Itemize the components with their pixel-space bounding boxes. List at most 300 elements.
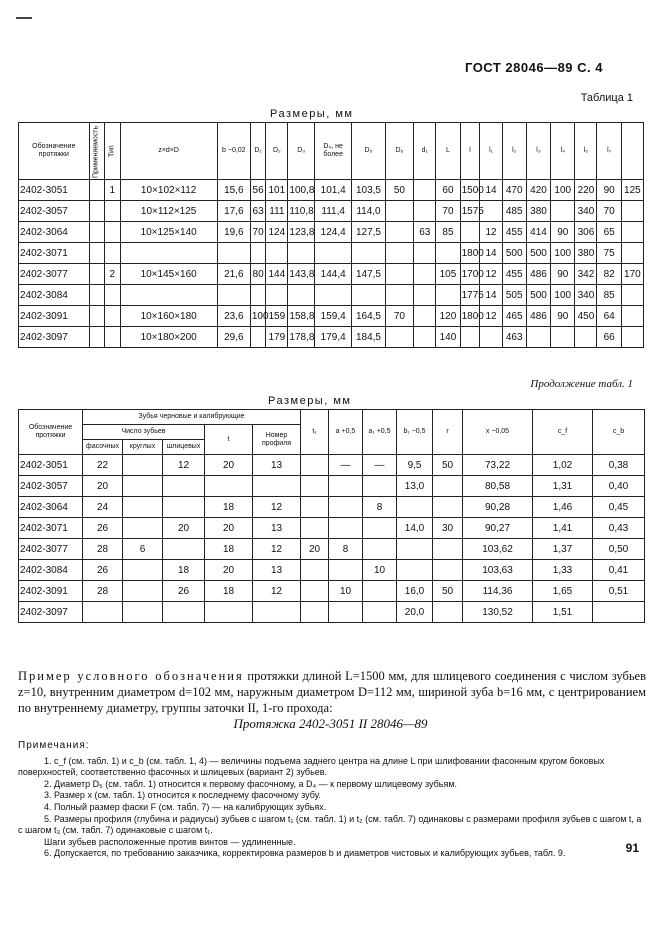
table2-cell: [123, 497, 163, 518]
example-title: Пример условного обозначения: [18, 669, 244, 683]
table2-cell: [301, 581, 329, 602]
table1-cell: 85: [597, 285, 621, 306]
table2-cell: 2402-3057: [19, 476, 83, 497]
table1-cell: 455: [502, 222, 526, 243]
table2-cell: 2402-3077: [19, 539, 83, 560]
table2-cell: [301, 476, 329, 497]
table1-cell: [385, 285, 414, 306]
table2-cell: 0,51: [593, 581, 645, 602]
table2-cell: 13: [253, 560, 301, 581]
table1-cell: 1800: [460, 306, 480, 327]
table1-cell: [621, 285, 643, 306]
table1-cell: [436, 243, 460, 264]
table1-cell: 127,5: [352, 222, 385, 243]
table1-cell: 450: [575, 306, 597, 327]
table2-cell: [433, 497, 463, 518]
table2-cell: [301, 602, 329, 623]
table1-cell: 2402-3077: [19, 264, 90, 285]
table1-caption: Размеры, мм: [270, 108, 354, 120]
note-item: 1. c_f (см. табл. 1) и c_b (см. табл. 1, 4) — величины подъема заднего центра на длине L при шлифовании фасонным кругом боковых поверхностей, соответственно фасочных и шлицевых (вариант 2) зубьев.: [18, 755, 605, 778]
table1-cell: 340: [575, 201, 597, 222]
table2-cell: 1,37: [533, 539, 593, 560]
table1-cell: [89, 180, 104, 201]
table2-row: [19, 497, 645, 518]
table2-cell: 2402-3071: [19, 518, 83, 539]
table2-cell: [123, 476, 163, 497]
table2-cell: 1,41: [533, 518, 593, 539]
table1-cell: [89, 243, 104, 264]
table1-cell: [250, 285, 265, 306]
table2-row: [19, 518, 645, 539]
table1-cell: 1700: [460, 264, 480, 285]
table2-cell: 18: [205, 497, 253, 518]
table2-cell: 0,50: [593, 539, 645, 560]
note-item: 3. Размер x (см. табл. 1) относится к последнему фасочному зубу.: [44, 790, 321, 801]
table1-cell: 470: [502, 180, 526, 201]
table1-cell: 23,6: [217, 306, 250, 327]
table1-cell: 12: [480, 222, 502, 243]
table1-cell: 1800: [460, 243, 480, 264]
table1-cell: 2402-3071: [19, 243, 90, 264]
table1-cell: 2: [105, 264, 120, 285]
table1-cell: 17,6: [217, 201, 250, 222]
table2-row: [19, 455, 645, 476]
table2-cell: 50: [433, 455, 463, 476]
table2-cell: 24: [83, 497, 123, 518]
table1-cell: [266, 285, 288, 306]
table1-cell: 85: [436, 222, 460, 243]
table2-cell: [301, 455, 329, 476]
table1-cell: [385, 222, 414, 243]
table2-cell: 90,28: [463, 497, 533, 518]
table1-cell: [575, 327, 597, 348]
table1-cell: 420: [526, 180, 550, 201]
table1-cell: 2402-3057: [19, 201, 90, 222]
table1-cell: 500: [526, 285, 550, 306]
t1-header-cell: D₅: [352, 123, 385, 180]
table2-cell: [329, 476, 363, 497]
note-item: Шаги зубьев расположенные против винтов — удлиненные.: [44, 836, 296, 847]
table1-cell: [414, 201, 436, 222]
table2-cell: [301, 560, 329, 581]
table1-cell: 12: [480, 264, 502, 285]
t1-header-cell: D₆: [385, 123, 414, 180]
t1-header-cell: l₅: [575, 123, 597, 180]
t2-header-x: x −0,05: [463, 410, 533, 455]
table1-cell: 90: [551, 222, 575, 243]
t2-header-round: круглых: [123, 440, 163, 455]
table2-cell: [329, 560, 363, 581]
table1-cell: [250, 243, 265, 264]
table2-cell: 13: [253, 518, 301, 539]
table2-cell: 20: [163, 518, 205, 539]
table2-cell: [253, 476, 301, 497]
table2-cell: 0,38: [593, 455, 645, 476]
t1-header-cell: [621, 123, 643, 180]
table1-cell: 486: [526, 306, 550, 327]
table1-cell: 15,6: [217, 180, 250, 201]
table2-cell: 22: [83, 455, 123, 476]
table1-cell: [526, 327, 550, 348]
table2-cell: 90,27: [463, 518, 533, 539]
table2-cell: 1,65: [533, 581, 593, 602]
table2-cell: 80,58: [463, 476, 533, 497]
table2-cell: 2402-3097: [19, 602, 83, 623]
t1-header-cell: D₁: [250, 123, 265, 180]
table2-cell: 50: [433, 581, 463, 602]
table1-cell: [621, 306, 643, 327]
table1-cell: [105, 201, 120, 222]
table2-cell: —: [329, 455, 363, 476]
table2-cell: 130,52: [463, 602, 533, 623]
table1-label: Таблица 1: [580, 92, 633, 104]
table2-cell: [397, 560, 433, 581]
table1-cell: 70: [250, 222, 265, 243]
table2-cell: 0,43: [593, 518, 645, 539]
table1-cell: [414, 306, 436, 327]
table1-cell: 50: [385, 180, 414, 201]
table1-cell: 19,6: [217, 222, 250, 243]
t2-header-cb: c_b: [593, 410, 645, 455]
table1-cell: [621, 201, 643, 222]
table1-cell: 164,5: [352, 306, 385, 327]
table2-row: [19, 560, 645, 581]
t1-header-cell: l₂: [502, 123, 526, 180]
table1-cell: 465: [502, 306, 526, 327]
table1-cell: 10×125×140: [120, 222, 217, 243]
table1-cell: 124: [266, 222, 288, 243]
table1-cell: 101,4: [314, 180, 352, 201]
table2-cell: [301, 497, 329, 518]
table1-header-row: [19, 123, 644, 180]
table2-cell: 18: [205, 581, 253, 602]
note-item: 2. Диаметр D₅ (см. табл. 1) относится к первому фасочному, а D₄ — к первому шлицевому зубьям.: [44, 778, 458, 789]
table1-cell: [480, 327, 502, 348]
table1-cell: [89, 327, 104, 348]
table1-cell: [551, 327, 575, 348]
table1-cell: 143,8: [288, 264, 315, 285]
table1-cell: 2402-3051: [19, 180, 90, 201]
table1-cell: 100: [551, 180, 575, 201]
table2-cell: —: [363, 455, 397, 476]
table1-cell: [217, 243, 250, 264]
table1-row: [19, 264, 644, 285]
table1-row: [19, 180, 644, 201]
t1-header-cell: l: [460, 123, 480, 180]
table1-cell: [120, 243, 217, 264]
table1-cell: 80: [250, 264, 265, 285]
t1-header-cell: Тип: [105, 123, 120, 180]
table1-cell: [105, 222, 120, 243]
table2-cell: [123, 455, 163, 476]
table1-cell: 144: [266, 264, 288, 285]
table1-row: [19, 222, 644, 243]
table1-cell: 90: [551, 306, 575, 327]
table1-cell: [352, 243, 385, 264]
table1-cell: 14: [480, 285, 502, 306]
note-item: 5. Размеры профиля (глубина и радиусы) зубьев с шагом t₁ (см. табл. 1) и t₂ (см. табл. 7) одинаковы с размерами профиля зубьев с шагом t, а с шагом t₃ (см. табл. 7) одинаковые с шагом t₁.: [18, 813, 642, 836]
table1-cell: [266, 243, 288, 264]
table2-row: [19, 539, 645, 560]
table2-cell: 8: [329, 539, 363, 560]
table1-cell: 70: [597, 201, 621, 222]
t1-header-cell: z×d×D: [120, 123, 217, 180]
table2-cell: 8: [363, 497, 397, 518]
table2-cell: 20: [301, 539, 329, 560]
table1-cell: [288, 243, 315, 264]
table2-cell: 73,22: [463, 455, 533, 476]
table1-cell: 100: [551, 243, 575, 264]
t1-header-cell: l₃: [526, 123, 550, 180]
table1-cell: 110,8: [288, 201, 315, 222]
table1-cell: 1500: [460, 180, 480, 201]
t2-header-t: t: [205, 425, 253, 455]
table2-cell: 18: [163, 560, 205, 581]
table2-cell: 103,62: [463, 539, 533, 560]
page-number: 91: [625, 841, 639, 855]
table1-cell: 1575: [460, 201, 480, 222]
table1-cell: 14: [480, 180, 502, 201]
table2-cell: 1,46: [533, 497, 593, 518]
table1-cell: [105, 327, 120, 348]
note-item: 6. Допускается, по требованию заказчика, корректировка размеров b и диаметров чистовых и калибрующих зубьев, табл. 9.: [44, 848, 566, 859]
table1-cell: 65: [597, 222, 621, 243]
table1-cell: 29,6: [217, 327, 250, 348]
example-designation: Протяжка 2402-3051 II 28046—89: [233, 716, 428, 731]
t1-header-cell: b −0,02: [217, 123, 250, 180]
table2-cell: 0,40: [593, 476, 645, 497]
table2-cell: 20: [205, 560, 253, 581]
t2-header-t1: t₁: [301, 410, 329, 455]
table1-cell: 66: [597, 327, 621, 348]
table1-cell: 159: [266, 306, 288, 327]
table1-cell: [621, 222, 643, 243]
table2-cell: [363, 518, 397, 539]
table1-cell: [89, 264, 104, 285]
table2-cell: 114,36: [463, 581, 533, 602]
table1-cell: [314, 285, 352, 306]
table1-cell: 82: [597, 264, 621, 285]
table1-cell: 75: [597, 243, 621, 264]
table2-cell: [329, 602, 363, 623]
table1-cell: 111,4: [314, 201, 352, 222]
table1-cell: 124,4: [314, 222, 352, 243]
t1-header-cell: D₂: [266, 123, 288, 180]
table1: [18, 122, 644, 348]
table2-cell: [329, 497, 363, 518]
table1-cell: 158,8: [288, 306, 315, 327]
table2-cell: 20: [83, 476, 123, 497]
t2-header-a1: a₁ +0,5: [363, 410, 397, 455]
table1-cell: 140: [436, 327, 460, 348]
table2-cell: 28: [83, 539, 123, 560]
table2-cell: 12: [253, 497, 301, 518]
t2-header-a: a +0,5: [329, 410, 363, 455]
table2-cell: [205, 476, 253, 497]
t1-header-cell: L: [436, 123, 460, 180]
table1-cell: 63: [250, 201, 265, 222]
table1-cell: 100: [250, 306, 265, 327]
table2-cell: 1,51: [533, 602, 593, 623]
table1-cell: 1775: [460, 285, 480, 306]
table2-cell: [163, 476, 205, 497]
table1-cell: [460, 222, 480, 243]
t2-header-cf: c_f: [533, 410, 593, 455]
table2-cell: [433, 560, 463, 581]
table1-cell: 63: [414, 222, 436, 243]
notes: [18, 740, 646, 860]
table1-cell: 380: [575, 243, 597, 264]
page-header: ГОСТ 28046—89 С. 4: [465, 60, 603, 75]
table2-cell: 103,63: [463, 560, 533, 581]
table1-cell: [385, 327, 414, 348]
table2-cell: 16,0: [397, 581, 433, 602]
table1-cell: 123,8: [288, 222, 315, 243]
table1-cell: 2402-3097: [19, 327, 90, 348]
table1-cell: 21,6: [217, 264, 250, 285]
table1-cell: 90: [597, 180, 621, 201]
table1-cell: 178,8: [288, 327, 315, 348]
table2-cell: 0,45: [593, 497, 645, 518]
t1-header-cell: l₄: [551, 123, 575, 180]
table2-cell: [593, 602, 645, 623]
table1-cell: [120, 285, 217, 306]
table1-cell: 10×102×112: [120, 180, 217, 201]
table1-cell: [250, 327, 265, 348]
table2-cell: 30: [433, 518, 463, 539]
table2-cell: [433, 602, 463, 623]
table2-cell: [397, 539, 433, 560]
table1-cell: 111: [266, 201, 288, 222]
table1-cell: 70: [436, 201, 460, 222]
table1-cell: 486: [526, 264, 550, 285]
t2-header-profile: Номер профиля: [253, 425, 301, 455]
table2-cell: [253, 602, 301, 623]
table1-cell: 455: [502, 264, 526, 285]
table1-row: [19, 201, 644, 222]
table2-cell: 10: [329, 581, 363, 602]
table1-cell: 105: [436, 264, 460, 285]
table2-cell: 2402-3051: [19, 455, 83, 476]
t2-header-spline: шлицевых: [163, 440, 205, 455]
t2-header-chamfer: фасочных: [83, 440, 123, 455]
table1-cell: 144,4: [314, 264, 352, 285]
t1-header-cell: l₁: [480, 123, 502, 180]
table1-cell: [89, 201, 104, 222]
notes-list: [18, 756, 646, 860]
table1-cell: [436, 285, 460, 306]
table1-cell: 101: [266, 180, 288, 201]
table1-cell: 505: [502, 285, 526, 306]
table2-cell: [163, 602, 205, 623]
table1-cell: 90: [551, 264, 575, 285]
table2-cell: 28: [83, 581, 123, 602]
table1-cell: 463: [502, 327, 526, 348]
table1-cell: 12: [480, 306, 502, 327]
table2-cell: 26: [83, 560, 123, 581]
table1-cell: 380: [526, 201, 550, 222]
table1-cell: 500: [526, 243, 550, 264]
table2-cell: 12: [253, 581, 301, 602]
table1-cell: [314, 243, 352, 264]
table2-cell: [363, 539, 397, 560]
table1-cell: 2402-3084: [19, 285, 90, 306]
table2-caption: Размеры, мм: [268, 395, 352, 407]
table1-cell: [385, 264, 414, 285]
table1-cell: 14: [480, 243, 502, 264]
table1-cell: 147,5: [352, 264, 385, 285]
table2-cell: 12: [163, 455, 205, 476]
notes-title: Примечания:: [18, 740, 90, 751]
table1-cell: 220: [575, 180, 597, 201]
table1-cell: [89, 285, 104, 306]
table2-cell: 1,33: [533, 560, 593, 581]
table1-cell: [551, 201, 575, 222]
table2-cell: 26: [83, 518, 123, 539]
table2-cell: [123, 560, 163, 581]
table1-cell: 184,5: [352, 327, 385, 348]
table1-cell: [105, 243, 120, 264]
t2-header-r: r: [433, 410, 463, 455]
table2-cell: [329, 518, 363, 539]
t1-header-cell: d₁: [414, 123, 436, 180]
table2: [18, 409, 645, 623]
table2-row: [19, 602, 645, 623]
table1-cell: 64: [597, 306, 621, 327]
table1-cell: 2402-3064: [19, 222, 90, 243]
t1-header-cell: Обозначение протяжки: [19, 123, 90, 180]
table1-cell: 170: [621, 264, 643, 285]
table1-cell: [621, 243, 643, 264]
table1-cell: 10×180×200: [120, 327, 217, 348]
table2-cell: [433, 476, 463, 497]
table1-cell: 159,4: [314, 306, 352, 327]
table1-cell: 500: [502, 243, 526, 264]
table1-cell: 414: [526, 222, 550, 243]
t1-header-cell: D₃: [288, 123, 315, 180]
table1-cell: [217, 285, 250, 306]
table2-cell: [433, 539, 463, 560]
example-paragraph: [18, 668, 646, 716]
t2-header-teeth-group: Зубья черновые и калибрующие: [83, 410, 301, 425]
table2-cell: 1,02: [533, 455, 593, 476]
table1-cell: 125: [621, 180, 643, 201]
table2-cell: 26: [163, 581, 205, 602]
table2-cell: 14,0: [397, 518, 433, 539]
table2-cell: [163, 539, 205, 560]
corner-mark: [16, 17, 32, 19]
table2-cell: 0,41: [593, 560, 645, 581]
table1-cell: [414, 264, 436, 285]
table1-cell: 306: [575, 222, 597, 243]
table2-cell: [397, 497, 433, 518]
table2-cell: 2402-3091: [19, 581, 83, 602]
t2-header-designation: Обозначение протяжки: [19, 410, 83, 455]
table2-cell: [363, 476, 397, 497]
table2-cell: [123, 581, 163, 602]
table1-cell: 70: [385, 306, 414, 327]
table1-cell: 485: [502, 201, 526, 222]
table2-cell: [123, 518, 163, 539]
t1-header-cell: l₇: [597, 123, 621, 180]
table1-cell: [460, 327, 480, 348]
table1-cell: 179,4: [314, 327, 352, 348]
table2-cell: 9,5: [397, 455, 433, 476]
table2-cell: 20: [205, 455, 253, 476]
table1-cell: [89, 222, 104, 243]
table1-cell: 10×112×125: [120, 201, 217, 222]
t1-header-cell: Применяемость: [89, 123, 104, 180]
